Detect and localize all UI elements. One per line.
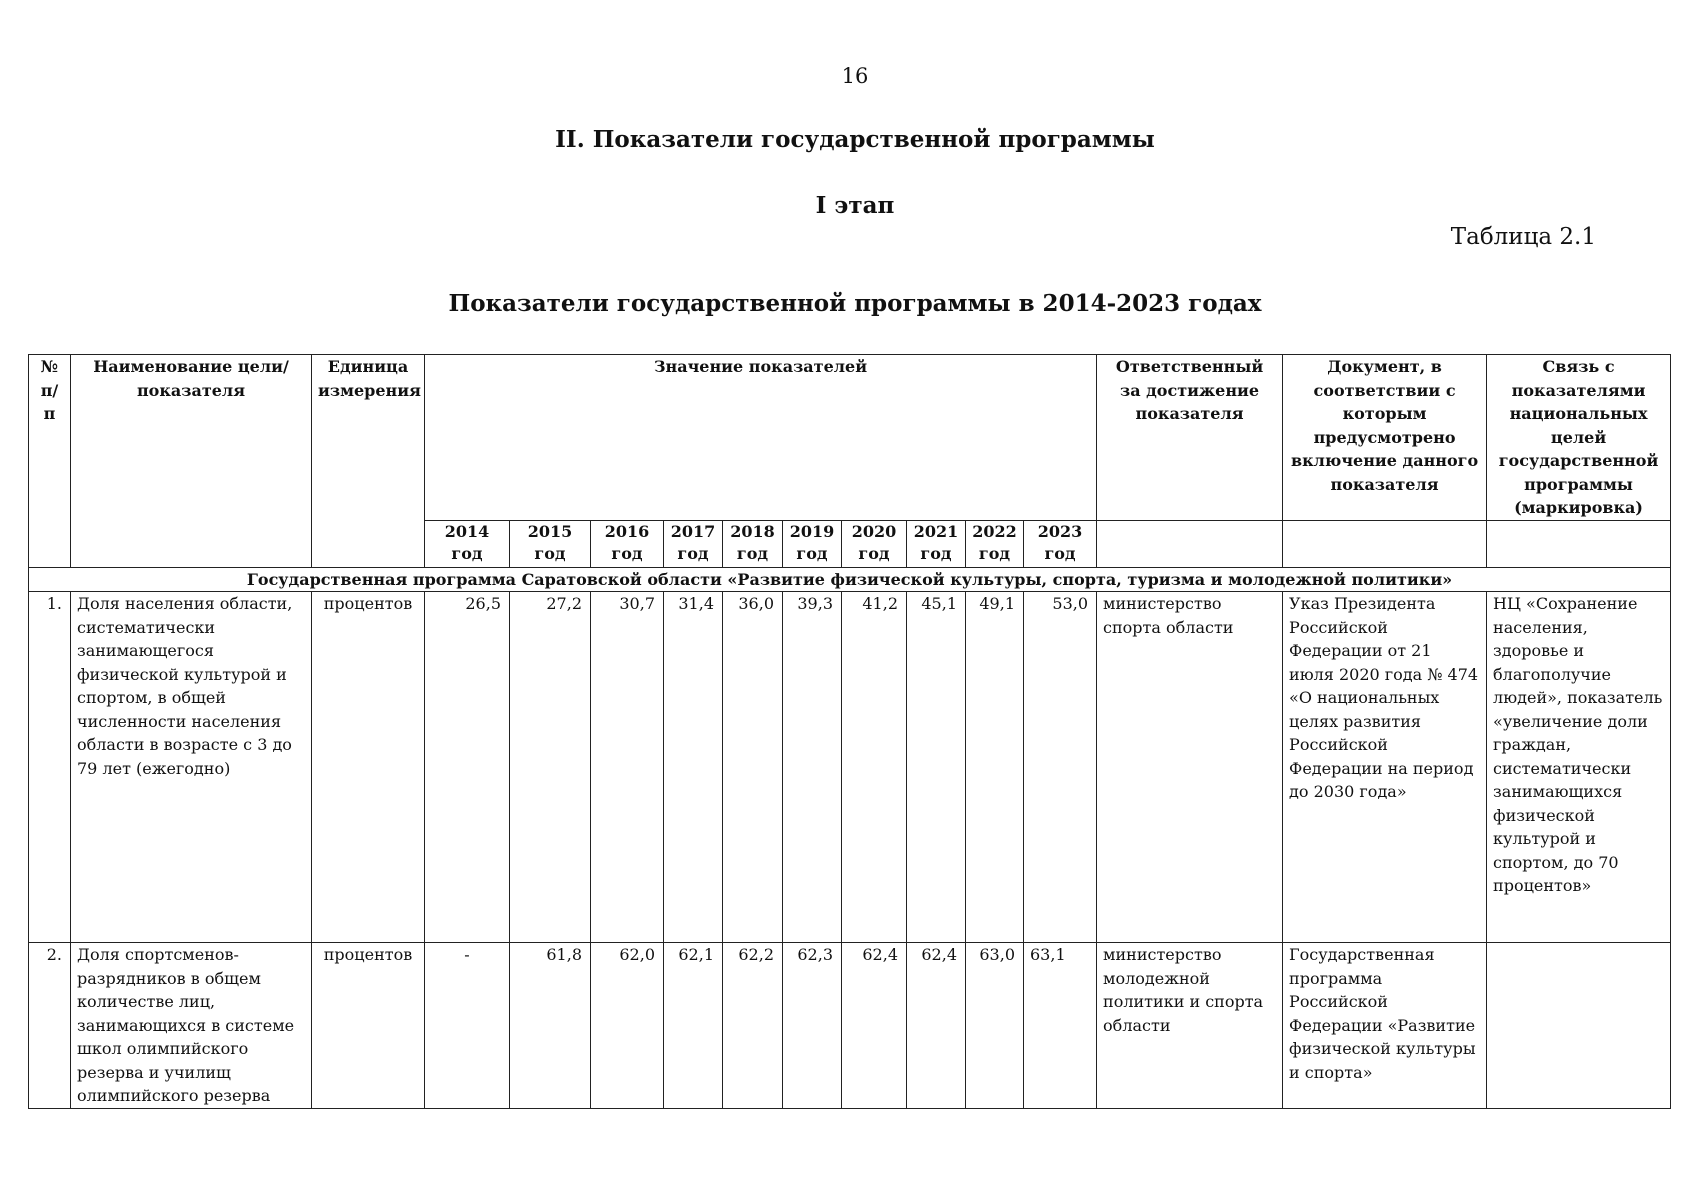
header-name: Наименование цели/показателя — [71, 355, 312, 568]
indicator-name: Доля спортсменов-разрядников в общем количестве лиц, занимающихся в системе школ олимпийского резерва и училищ олимпийского резерва — [71, 943, 312, 1109]
indicators-table — [28, 354, 1671, 1109]
table-title: Показатели государственной программы в 2014-2023 годах — [448, 290, 1262, 317]
year-2023: 2023 год — [1024, 520, 1097, 567]
national-goal-link — [1487, 943, 1671, 1109]
empty-header-cell — [1283, 520, 1487, 567]
header-link: Связь с показателями национальных целей государственной программы (маркировка) — [1487, 355, 1671, 521]
indicator-unit: процентов — [312, 592, 425, 943]
header-values: Значение показателей — [425, 355, 1097, 521]
header-row — [29, 355, 1671, 521]
year-2018: 2018 год — [723, 520, 783, 567]
table-row — [29, 592, 1671, 943]
header-responsible: Ответственный за достижение показателя — [1097, 355, 1283, 521]
year-2021: 2021 год — [907, 520, 966, 567]
row-number: 1. — [29, 592, 71, 943]
value-2015: 61,8 — [510, 943, 591, 1109]
year-2014: 2014 год — [425, 520, 510, 567]
row-number: 2. — [29, 943, 71, 1109]
value-2014: 26,5 — [425, 592, 510, 943]
header-unit: Единица измерения — [312, 355, 425, 568]
year-2016: 2016 год — [591, 520, 664, 567]
value-2021: 45,1 — [907, 592, 966, 943]
year-2015: 2015 год — [510, 520, 591, 567]
value-2015: 27,2 — [510, 592, 591, 943]
value-2019: 62,3 — [783, 943, 842, 1109]
value-2016: 30,7 — [591, 592, 664, 943]
responsible: министерство молодежной политики и спорта области — [1097, 943, 1283, 1109]
table-row — [29, 943, 1671, 1109]
program-row — [29, 567, 1671, 592]
document: Государственная программа Российской Федерации «Развитие физической культуры и спорта» — [1283, 943, 1487, 1109]
value-2021: 62,4 — [907, 943, 966, 1109]
table-label: Таблица 2.1 — [1450, 224, 1596, 250]
page-number: 16 — [841, 64, 869, 88]
empty-header-cell — [1487, 520, 1671, 567]
value-2019: 39,3 — [783, 592, 842, 943]
empty-header-cell — [1097, 520, 1283, 567]
value-2022: 49,1 — [966, 592, 1024, 943]
year-2022: 2022 год — [966, 520, 1024, 567]
value-2014: - — [425, 943, 510, 1109]
document: Указ Президента Российской Федерации от 21 июля 2020 года № 474 «О национальных целях развития Российской Федерации на период до 2030 года» — [1283, 592, 1487, 943]
indicator-name: Доля населения области, систематически занимающегося физической культурой и спортом, в общей численности населения области в возрасте с 3 до 79 лет (ежегодно) — [71, 592, 312, 943]
value-2017: 31,4 — [664, 592, 723, 943]
value-2022: 63,0 — [966, 943, 1024, 1109]
header-num: № п/п — [29, 355, 71, 568]
program-title: Государственная программа Саратовской области «Развитие физической культуры, спорта, туризма и молодежной политики» — [29, 567, 1671, 592]
year-2019: 2019 год — [783, 520, 842, 567]
value-2020: 62,4 — [842, 943, 907, 1109]
value-2018: 62,2 — [723, 943, 783, 1109]
value-2023: 63,1 — [1024, 943, 1097, 1109]
value-2016: 62,0 — [591, 943, 664, 1109]
stage-heading: I этап — [815, 192, 895, 219]
national-goal-link: НЦ «Сохранение населения, здоровье и благополучие людей», показатель «увеличение доли граждан, систематически занимающихся физической культурой и спортом, до 70 процентов» — [1487, 592, 1671, 943]
year-2017: 2017 год — [664, 520, 723, 567]
value-2017: 62,1 — [664, 943, 723, 1109]
header-document: Документ, в соответствии с которым предусмотрено включение данного показателя — [1283, 355, 1487, 521]
value-2020: 41,2 — [842, 592, 907, 943]
year-2020: 2020 год — [842, 520, 907, 567]
responsible: министерство спорта области — [1097, 592, 1283, 943]
indicator-unit: процентов — [312, 943, 425, 1109]
value-2018: 36,0 — [723, 592, 783, 943]
section-title: II. Показатели государственной программы — [555, 126, 1155, 153]
value-2023: 53,0 — [1024, 592, 1097, 943]
